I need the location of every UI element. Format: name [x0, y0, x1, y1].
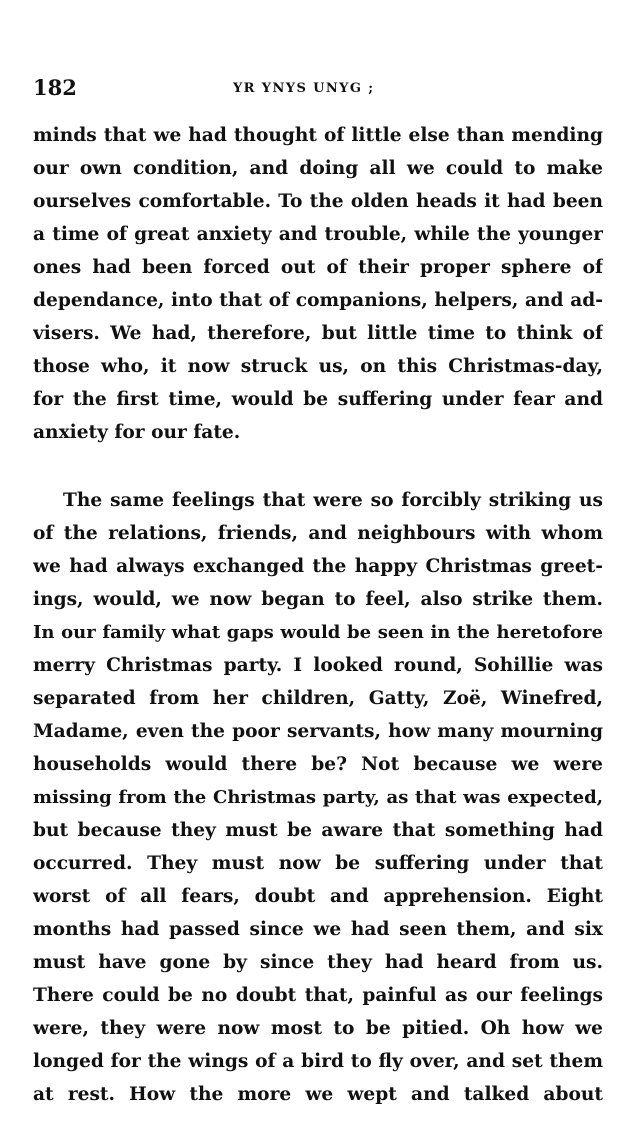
text-line: merry Christmas party. I looked round, Sohillie was: [33, 655, 603, 676]
text-line: In our family what gaps would be seen in the heretofore: [33, 622, 603, 643]
text-line: minds that we had thought of little else than mending: [33, 125, 603, 146]
text-line: dependance, into that of companions, helpers, and ad-: [33, 290, 603, 311]
text-line: missing from the Christmas party, as that was expected,: [33, 787, 603, 808]
running-head: [33, 76, 601, 100]
paragraph-2: [33, 484, 603, 1111]
text-line: worst of all fears, doubt and apprehension. Eight: [33, 886, 603, 907]
text-line: Madame, even the poor servants, how many mourning: [33, 721, 603, 742]
text-line: of the relations, friends, and neighbours with whom: [33, 523, 603, 544]
text-line: ourselves comfortable. To the olden heads it had been: [33, 191, 603, 212]
paragraph-1: [33, 119, 603, 449]
text-line: There could be no doubt that, painful as our feelings: [33, 985, 603, 1006]
text-line: ings, would, we now began to feel, also strike them.: [33, 589, 603, 610]
text-line: separated from her children, Gatty, Zoë, Winefred,: [33, 688, 603, 709]
text-line: at rest. How the more we wept and talked about: [33, 1084, 603, 1105]
text-line: but because they must be aware that something had: [33, 820, 603, 841]
text-line: visers. We had, therefore, but little time to think of: [33, 323, 603, 344]
text-line: months had passed since we had seen them, and six: [33, 919, 603, 940]
text-line: we had always exchanged the happy Christmas greet-: [33, 556, 603, 577]
text-line: our own condition, and doing all we could to make: [33, 158, 603, 179]
text-line: were, they were now most to be pitied. Oh how we: [33, 1018, 603, 1039]
text-line: anxiety for our fate.: [33, 422, 241, 443]
text-line: The same feelings that were so forcibly striking us: [63, 490, 603, 511]
page-number: 182: [33, 75, 77, 100]
text-line: a time of great anxiety and trouble, while the younger: [33, 224, 603, 245]
text-line: households would there be? Not because we were: [33, 754, 603, 775]
text-line: ones had been forced out of their proper sphere of: [33, 257, 603, 278]
text-line: longed for the wings of a bird to fly over, and set them: [33, 1051, 603, 1072]
text-line: those who, it now struck us, on this Christmas-day,: [33, 356, 603, 377]
text-line: for the first time, would be suffering under fear and: [33, 389, 603, 410]
text-line: occurred. They must now be suffering under that: [33, 853, 603, 874]
text-line: must have gone by since they had heard from us.: [33, 952, 603, 973]
running-title: YR YNYS UNYG ;: [233, 81, 375, 96]
